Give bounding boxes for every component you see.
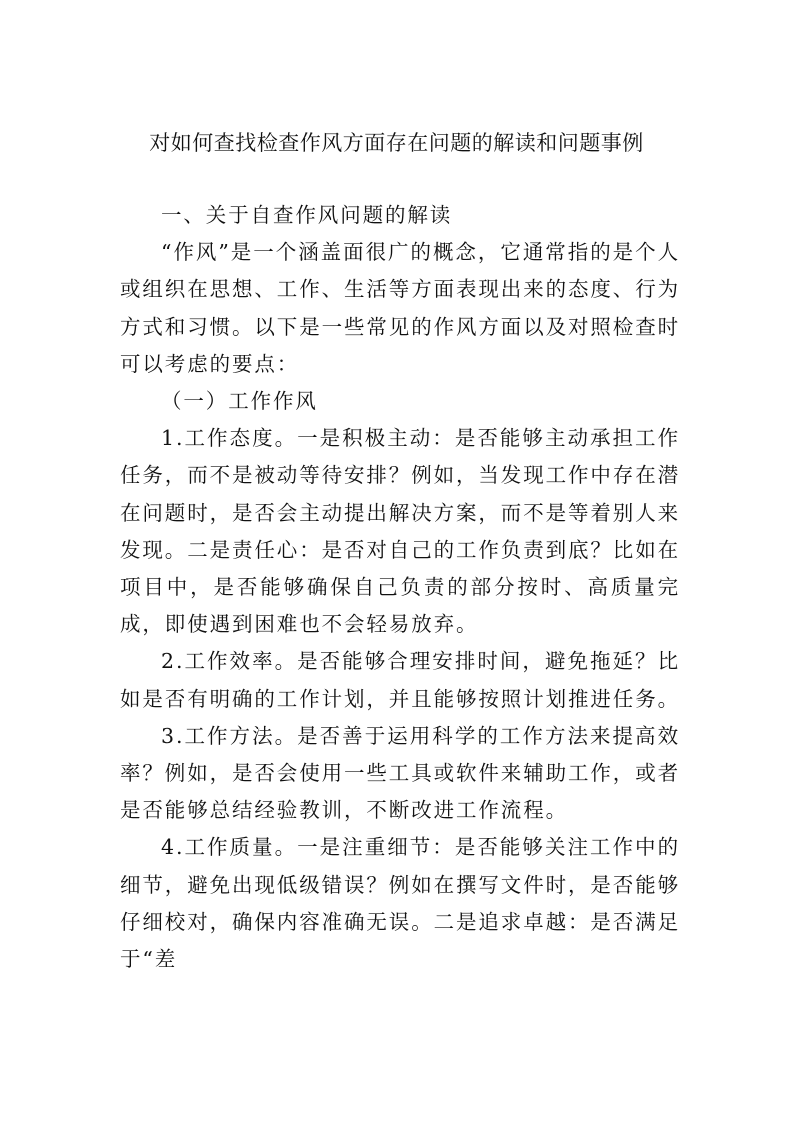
section-heading: 一、关于自查作风问题的解读 [161,203,453,227]
document-title: 对如何查找检查作风方面存在问题的解读和问题事例 [149,131,644,155]
list-item-work-attitude: 1.工作态度。一是积极主动：是否能够主动承担工作任务，而不是被动等待安排？例如，当发现工作中存在潜在问题时，是否会主动提出解决方案，而不是等着别人来发现。二是责任心：是否对自己的工作负责到底？比如在项目中，是否能够确保自己负责的部分按时、高质量完成，即使遇到困难也不会轻易放弃。 [120,426,680,637]
list-item-work-method: 3.工作方法。是否善于运用科学的工作方法来提高效率？例如，是否会使用一些工具或软件来辅助工作，或者是否能够总结经验教训，不断改进工作流程。 [120,723,680,823]
intro-paragraph: “作风”是一个涵盖面很广的概念，它通常指的是个人或组织在思想、工作、生活等方面表现出来的态度、行为方式和习惯。以下是一些常见的作风方面以及对照检查时可以考虑的要点： [120,240,680,376]
list-item-work-quality: 4.工作质量。一是注重细节：是否能够关注工作中的细节，避免出现低级错误？例如在撰写文件时，是否能够仔细校对，确保内容准确无误。二是追求卓越：是否满足于“差 [120,835,680,972]
document-body [120,197,680,978]
list-item-work-efficiency: 2.工作效率。是否能够合理安排时间，避免拖延？比如是否有明确的工作计划，并且能够按照计划推进任务。 [120,649,680,711]
subsection-heading: （一）工作作风 [161,389,318,414]
